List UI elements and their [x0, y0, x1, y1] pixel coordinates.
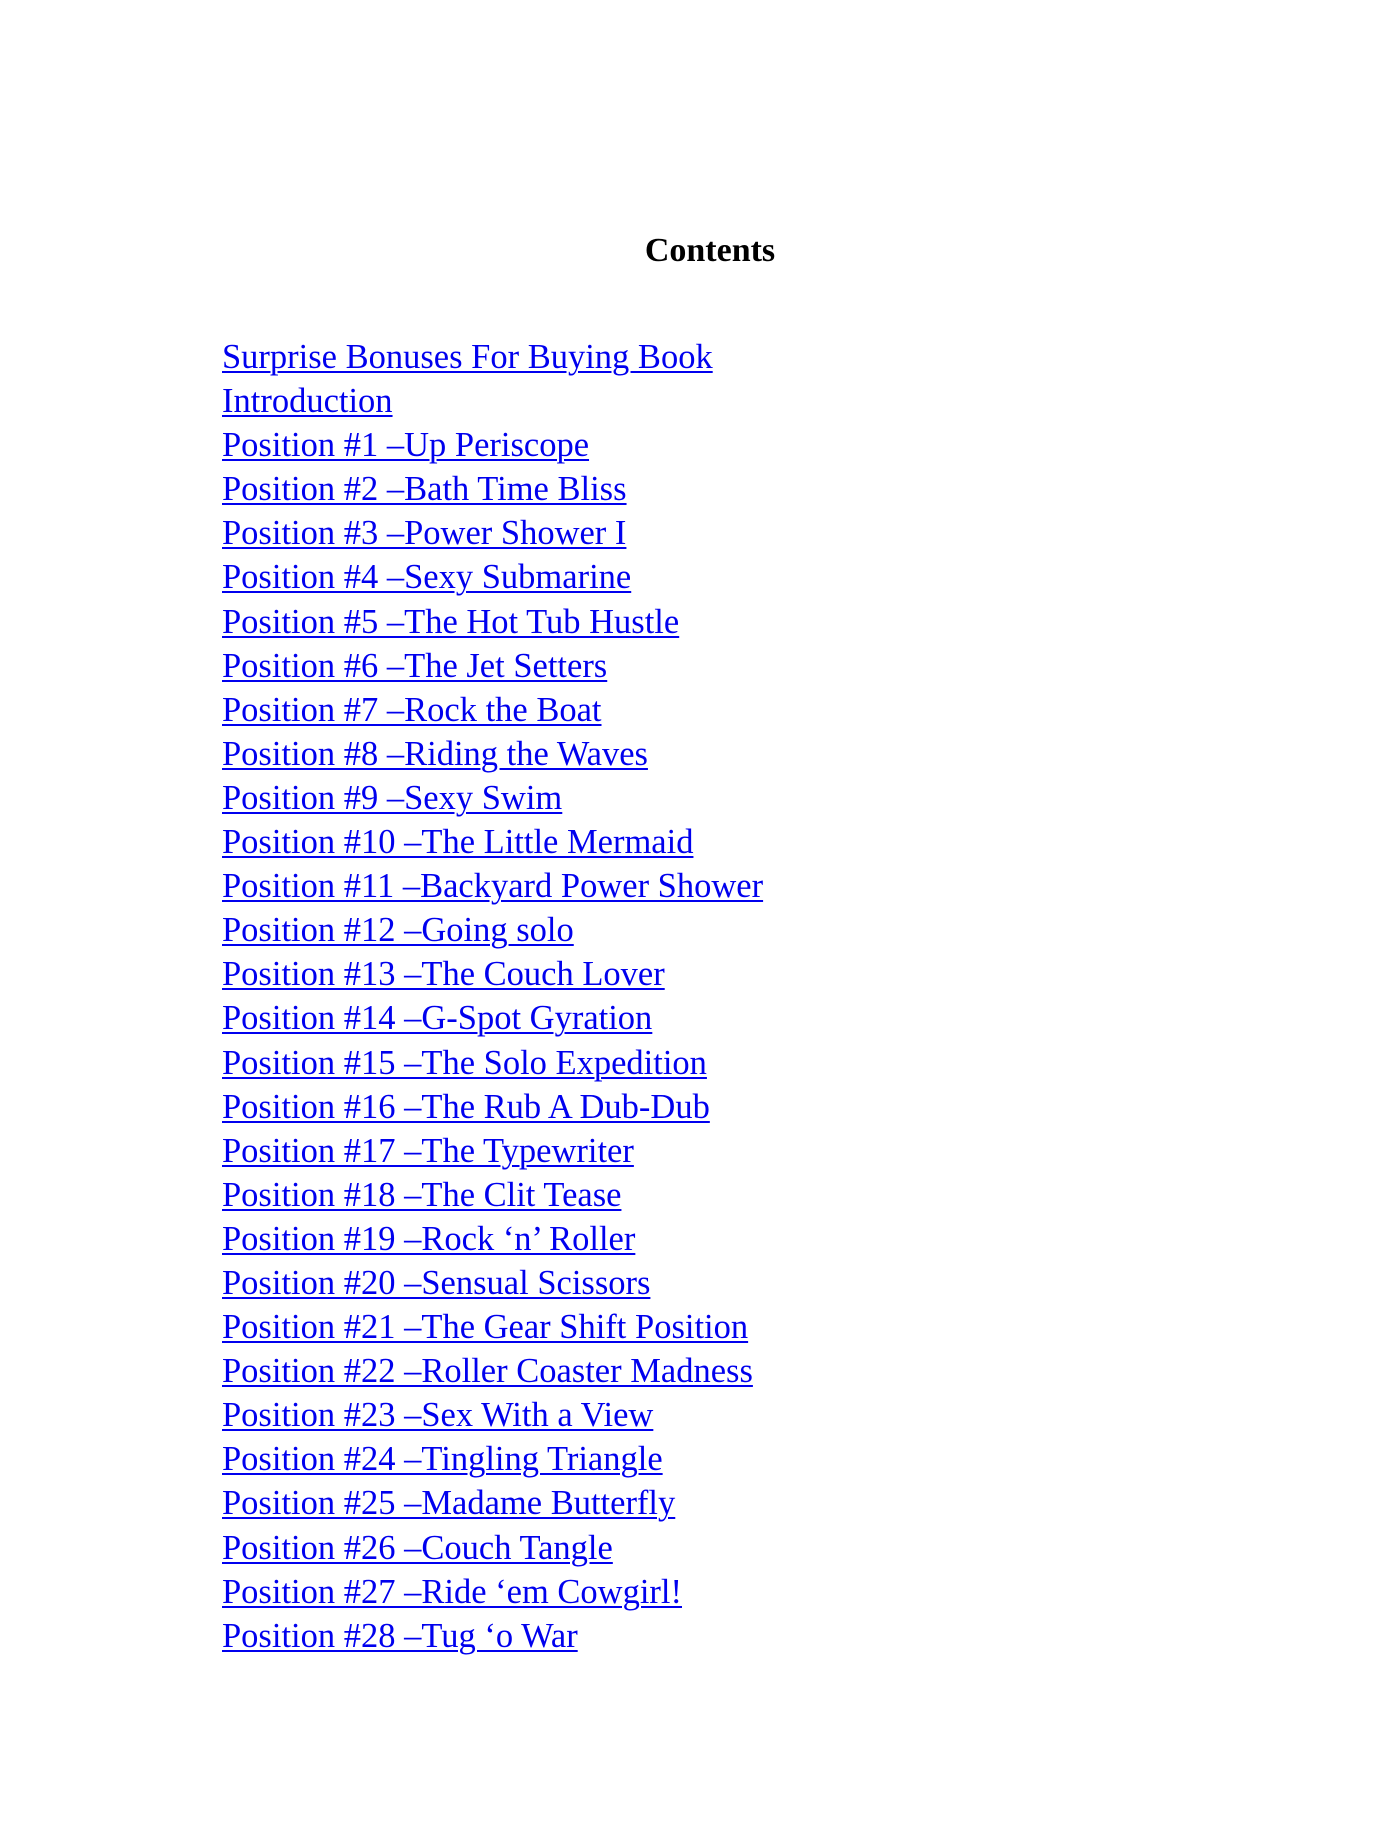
toc-link[interactable]: Position #21 –The Gear Shift Position [222, 1308, 749, 1347]
toc-link[interactable]: Position #7 –Rock the Boat [222, 690, 602, 729]
toc-link[interactable]: Position #12 –Going solo [222, 911, 574, 950]
toc-link[interactable]: Position #15 –The Solo Expedition [222, 1043, 707, 1082]
toc-entry [222, 1041, 763, 1085]
toc-entry [222, 1481, 763, 1525]
toc-link[interactable]: Position #4 –Sexy Submarine [222, 558, 632, 597]
toc-entry [222, 1349, 763, 1393]
toc-link[interactable]: Position #10 –The Little Mermaid [222, 823, 694, 862]
toc-entry [222, 1570, 763, 1614]
toc-entry [222, 820, 763, 864]
toc-entry [222, 423, 763, 467]
toc-link[interactable]: Position #1 –Up Periscope [222, 426, 590, 465]
toc-link[interactable]: Position #5 –The Hot Tub Hustle [222, 602, 680, 641]
table-of-contents [222, 335, 763, 1658]
toc-entry [222, 1217, 763, 1261]
toc-entry [222, 952, 763, 996]
toc-link[interactable]: Position #18 –The Clit Tease [222, 1175, 622, 1214]
toc-link[interactable]: Position #24 –Tingling Triangle [222, 1440, 663, 1479]
toc-link[interactable]: Position #9 –Sexy Swim [222, 778, 563, 817]
toc-entry [222, 776, 763, 820]
toc-entry [222, 600, 763, 644]
toc-link[interactable]: Position #28 –Tug ‘o War [222, 1616, 578, 1655]
toc-entry [222, 864, 763, 908]
toc-link[interactable]: Position #26 –Couch Tangle [222, 1528, 613, 1567]
toc-entry [222, 1173, 763, 1217]
toc-entry [222, 1526, 763, 1570]
toc-link[interactable]: Position #8 –Riding the Waves [222, 734, 648, 773]
toc-link[interactable]: Surprise Bonuses For Buying Book [222, 338, 713, 376]
toc-entry [222, 1437, 763, 1481]
toc-link[interactable]: Position #11 –Backyard Power Shower [222, 867, 764, 906]
page-title: Contents [644, 232, 776, 269]
toc-link[interactable]: Position #27 –Ride ‘em Cowgirl! [222, 1572, 682, 1611]
toc-link[interactable]: Position #3 –Power Shower I [222, 514, 627, 553]
toc-link[interactable]: Position #6 –The Jet Setters [222, 646, 608, 685]
toc-link[interactable]: Position #17 –The Typewriter [222, 1131, 634, 1170]
toc-link[interactable]: Position #14 –G-Spot Gyration [222, 999, 653, 1038]
toc-entry [222, 908, 763, 952]
toc-link[interactable]: Position #16 –The Rub A Dub-Dub [222, 1087, 710, 1126]
toc-link[interactable]: Position #2 –Bath Time Bliss [222, 470, 627, 509]
toc-entry [222, 1393, 763, 1437]
toc-entry [222, 555, 763, 599]
toc-link[interactable]: Position #25 –Madame Butterfly [222, 1484, 676, 1523]
toc-entry [222, 1261, 763, 1305]
toc-entry [222, 335, 763, 379]
toc-link[interactable]: Position #19 –Rock ‘n’ Roller [222, 1219, 636, 1258]
toc-link[interactable]: Position #20 –Sensual Scissors [222, 1263, 651, 1302]
toc-link[interactable]: Position #23 –Sex With a View [222, 1396, 654, 1435]
toc-entry [222, 1305, 763, 1349]
toc-link[interactable]: Introduction [222, 382, 393, 421]
toc-entry [222, 732, 763, 776]
toc-entry [222, 1614, 763, 1658]
toc-link[interactable]: Position #22 –Roller Coaster Madness [222, 1352, 753, 1391]
toc-entry [222, 379, 763, 423]
toc-entry [222, 688, 763, 732]
toc-entry [222, 511, 763, 555]
toc-entry [222, 467, 763, 511]
toc-link[interactable]: Position #13 –The Couch Lover [222, 955, 665, 994]
toc-entry [222, 1129, 763, 1173]
toc-entry [222, 644, 763, 688]
toc-entry [222, 996, 763, 1040]
toc-entry [222, 1085, 763, 1129]
